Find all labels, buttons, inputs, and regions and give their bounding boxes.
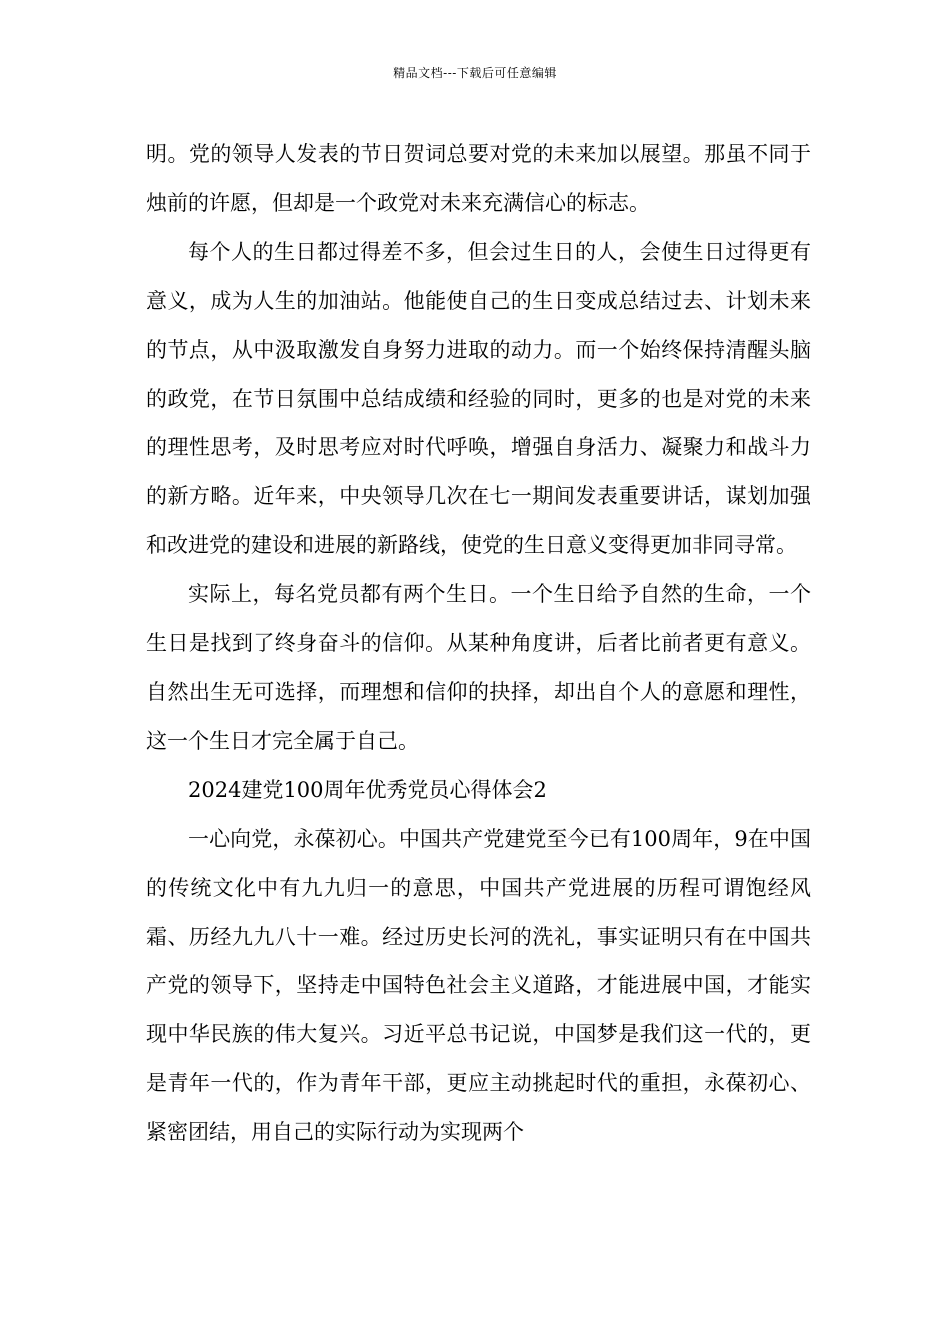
section-title: 2024建党100周年优秀党员心得体会2 — [188, 777, 547, 802]
paragraph-continuation: 明。党的领导人发表的节日贺词总要对党的未来加以展望。那虽不同于烛前的许愿，但却是一个政党对未来充满信心的标志。 — [146, 142, 811, 215]
paragraph: 实际上，每名党员都有两个生日。一个生日给予自然的生命，一个生日是找到了终身奋斗的信仰。从某种角度讲，后者比前者更有意义。自然出生无可选择，而理想和信仰的抉择，却出自个人的意愿和理性，这一个生日才完全属于自己。 — [146, 582, 811, 753]
page-header: 精品文档---下载后可任意编辑 — [393, 66, 557, 80]
document-body — [146, 130, 811, 1157]
paragraph: 一心向党，永葆初心。中国共产党建党至今已有100周年，9在中国的传统文化中有九九归一的意思，中国共产党进展的历程可谓饱经风霜、历经九九八十一难。经过历史长河的洗礼，事实证明只有在中国共产党的领导下，坚持走中国特色社会主义道路，才能进展中国，才能实现中华民族的伟大复兴。习近平总书记说，中国梦是我们这一代的，更是青年一代的，作为青年干部，更应主动挑起时代的重担，永葆初心、紧密团结，用自己的实际行动为实现两个 — [146, 826, 811, 1145]
paragraph: 每个人的生日都过得差不多，但会过生日的人，会使生日过得更有意义，成为人生的加油站。他能使自己的生日变成总结过去、计划未来的节点，从中汲取激发自身努力进取的动力。而一个始终保持清醒头脑的政党，在节日氛围中总结成绩和经验的同时，更多的也是对党的未来的理性思考，及时思考应对时代呼唤，增强自身活力、凝聚力和战斗力的新方略。近年来，中央领导几次在七一期间发表重要讲话，谋划加强和改进党的建设和进展的新路线，使党的生日意义变得更加非同寻常。 — [146, 239, 811, 558]
